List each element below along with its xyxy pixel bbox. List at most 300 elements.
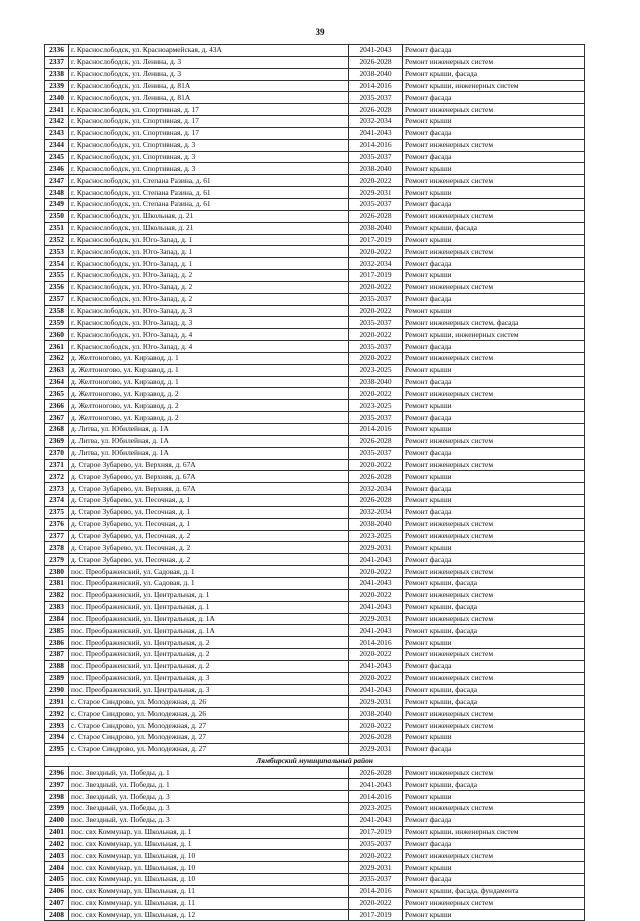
row-work-type: Ремонт крыши, инженерных систем	[403, 80, 585, 92]
row-number: 2392	[45, 708, 69, 720]
row-number: 2345	[45, 151, 69, 163]
row-number: 2393	[45, 720, 69, 732]
row-number: 2396	[45, 767, 69, 779]
row-period: 2029-2031	[349, 187, 403, 199]
row-number: 2390	[45, 684, 69, 696]
table-row	[45, 554, 585, 566]
row-number: 2385	[45, 625, 69, 637]
row-number: 2347	[45, 175, 69, 187]
row-number: 2382	[45, 589, 69, 601]
row-address: д. Литва, ул. Юбилейная, д. 1А	[69, 447, 349, 459]
row-address: пос. Преображенский, ул. Центральная, д. 2	[69, 649, 349, 661]
row-period: 2035-2037	[349, 198, 403, 210]
row-period: 2017-2019	[349, 270, 403, 282]
row-address: пос. Звездный, ул. Победы, д. 3	[69, 791, 349, 803]
row-number: 2365	[45, 388, 69, 400]
table-row	[45, 637, 585, 649]
row-work-type: Ремонт крыши	[403, 495, 585, 507]
row-period: 2014-2016	[349, 637, 403, 649]
row-period: 2035-2037	[349, 838, 403, 850]
row-period: 2038-2040	[349, 222, 403, 234]
row-number: 2357	[45, 293, 69, 305]
row-work-type: Ремонт фасада	[403, 92, 585, 104]
row-address: д. Желтоногово, ул. Кирзавод, д. 2	[69, 412, 349, 424]
row-period: 2026-2028	[349, 495, 403, 507]
table-row	[45, 388, 585, 400]
table-body	[45, 45, 585, 921]
row-work-type: Ремонт крыши	[403, 862, 585, 874]
row-number: 2370	[45, 447, 69, 459]
row-address: пос. Преображенский, ул. Центральная, д. 2	[69, 660, 349, 672]
row-period: 2035-2037	[349, 447, 403, 459]
row-address: д. Старое Зубарево, ул. Песочная, д. 2	[69, 542, 349, 554]
row-period: 2041-2043	[349, 625, 403, 637]
row-period: 2041-2043	[349, 45, 403, 57]
row-period: 2017-2019	[349, 234, 403, 246]
row-work-type: Ремонт крыши, фасада	[403, 601, 585, 613]
row-work-type: Ремонт инженерных систем	[403, 530, 585, 542]
row-address: д. Старое Зубарево, ул. Песочная, д. 1	[69, 506, 349, 518]
row-number: 2364	[45, 376, 69, 388]
row-number: 2342	[45, 116, 69, 128]
row-number: 2398	[45, 791, 69, 803]
table-row	[45, 909, 585, 921]
row-work-type: Ремонт инженерных систем	[403, 897, 585, 909]
row-number: 2351	[45, 222, 69, 234]
row-work-type: Ремонт крыши	[403, 400, 585, 412]
row-number: 2405	[45, 874, 69, 886]
row-number: 2380	[45, 566, 69, 578]
row-period: 2038-2040	[349, 376, 403, 388]
row-period: 2023-2025	[349, 803, 403, 815]
row-work-type: Ремонт крыши, фасада	[403, 577, 585, 589]
row-work-type: Ремонт крыши	[403, 270, 585, 282]
row-work-type: Ремонт фасада	[403, 412, 585, 424]
row-work-type: Ремонт инженерных систем	[403, 175, 585, 187]
table-row	[45, 613, 585, 625]
row-address: г. Краснослободск, ул. Спортивная, д. 17	[69, 116, 349, 128]
row-number: 2374	[45, 495, 69, 507]
row-work-type: Ремонт инженерных систем	[403, 139, 585, 151]
row-work-type: Ремонт инженерных систем	[403, 613, 585, 625]
row-period: 2014-2016	[349, 139, 403, 151]
row-number: 2362	[45, 352, 69, 364]
row-number: 2355	[45, 270, 69, 282]
row-address: д. Старое Зубарево, ул. Песочная, д. 2	[69, 554, 349, 566]
repair-schedule-table	[44, 44, 585, 921]
row-period: 2020-2022	[349, 305, 403, 317]
row-work-type: Ремонт фасада	[403, 506, 585, 518]
table-row	[45, 198, 585, 210]
table-row	[45, 731, 585, 743]
row-period: 2020-2022	[349, 281, 403, 293]
row-address: д. Старое Зубарево, ул. Песочная, д. 1	[69, 495, 349, 507]
table-row	[45, 341, 585, 353]
row-work-type: Ремонт инженерных систем	[403, 850, 585, 862]
row-work-type: Ремонт инженерных систем	[403, 459, 585, 471]
table-row	[45, 566, 585, 578]
table-row	[45, 281, 585, 293]
table-row	[45, 649, 585, 661]
row-period: 2029-2031	[349, 613, 403, 625]
table-row	[45, 518, 585, 530]
row-address: г. Краснослободск, ул. Юго-Запад, д. 2	[69, 293, 349, 305]
row-work-type: Ремонт фасада	[403, 483, 585, 495]
row-work-type: Ремонт фасада	[403, 660, 585, 672]
row-period: 2026-2028	[349, 767, 403, 779]
row-work-type: Ремонт крыши, инженерных систем	[403, 826, 585, 838]
row-work-type: Ремонт крыши	[403, 637, 585, 649]
section-title: Лямбирский муниципальный район	[45, 755, 585, 767]
row-period: 2035-2037	[349, 412, 403, 424]
row-period: 2041-2043	[349, 779, 403, 791]
row-period: 2017-2019	[349, 909, 403, 921]
row-work-type: Ремонт фасада	[403, 554, 585, 566]
row-period: 2041-2043	[349, 554, 403, 566]
row-address: пос. свх Коммунар, ул. Школьная, д. 1	[69, 838, 349, 850]
table-row	[45, 270, 585, 282]
row-number: 2400	[45, 814, 69, 826]
row-address: пос. Преображенский, ул. Садовая, д. 1	[69, 577, 349, 589]
row-period: 2026-2028	[349, 471, 403, 483]
row-address: с. Старое Синдрово, ул. Молодежная, д. 26	[69, 708, 349, 720]
row-work-type: Ремонт крыши, фасада	[403, 696, 585, 708]
page-number: 39	[315, 27, 325, 37]
row-number: 2339	[45, 80, 69, 92]
row-address: пос. Звездный, ул. Победы, д. 1	[69, 767, 349, 779]
row-period: 2020-2022	[349, 850, 403, 862]
row-work-type: Ремонт фасада	[403, 814, 585, 826]
table-row	[45, 530, 585, 542]
row-address: д. Желтоногово, ул. Кирзавод, д. 1	[69, 352, 349, 364]
row-period: 2020-2022	[349, 897, 403, 909]
row-period: 2014-2016	[349, 791, 403, 803]
row-number: 2338	[45, 68, 69, 80]
table-row	[45, 80, 585, 92]
row-address: пос. Преображенский, ул. Центральная, д. 2	[69, 637, 349, 649]
row-address: г. Краснослободск, ул. Школьная, д. 21	[69, 222, 349, 234]
row-period: 2020-2022	[349, 175, 403, 187]
row-work-type: Ремонт фасада	[403, 127, 585, 139]
table-row	[45, 601, 585, 613]
row-work-type: Ремонт крыши, инженерных систем	[403, 329, 585, 341]
row-address: д. Желтоногово, ул. Кирзавод, д. 1	[69, 376, 349, 388]
row-work-type: Ремонт инженерных систем	[403, 589, 585, 601]
row-period: 2023-2025	[349, 530, 403, 542]
row-address: пос. Звездный, ул. Победы, д. 3	[69, 803, 349, 815]
row-address: д. Желтоногово, ул. Кирзавод, д. 1	[69, 364, 349, 376]
row-number: 2343	[45, 127, 69, 139]
row-work-type: Ремонт крыши	[403, 187, 585, 199]
table-row	[45, 696, 585, 708]
row-number: 2394	[45, 731, 69, 743]
row-period: 2035-2037	[349, 874, 403, 886]
table-row	[45, 175, 585, 187]
row-address: с. Старое Синдрово, ул. Молодежная, д. 27	[69, 731, 349, 743]
table-row	[45, 708, 585, 720]
row-period: 2041-2043	[349, 684, 403, 696]
row-address: пос. свх Коммунар, ул. Школьная, д. 10	[69, 850, 349, 862]
row-work-type: Ремонт крыши	[403, 731, 585, 743]
row-number: 2372	[45, 471, 69, 483]
row-period: 2038-2040	[349, 163, 403, 175]
row-work-type: Ремонт крыши, фасада, фундамента	[403, 885, 585, 897]
row-work-type: Ремонт инженерных систем	[403, 388, 585, 400]
row-number: 2346	[45, 163, 69, 175]
row-address: пос. Преображенский, ул. Центральная, д. 1А	[69, 625, 349, 637]
row-work-type: Ремонт инженерных систем	[403, 518, 585, 530]
table-row	[45, 210, 585, 222]
row-period: 2014-2016	[349, 80, 403, 92]
row-address: г. Краснослободск, ул. Красноармейская, д. 43А	[69, 45, 349, 57]
row-work-type: Ремонт крыши, фасада	[403, 684, 585, 696]
row-number: 2383	[45, 601, 69, 613]
row-number: 2340	[45, 92, 69, 104]
table-row	[45, 400, 585, 412]
row-address: пос. Звездный, ул. Победы, д. 3	[69, 814, 349, 826]
table-row	[45, 779, 585, 791]
row-number: 2358	[45, 305, 69, 317]
row-work-type: Ремонт инженерных систем	[403, 649, 585, 661]
row-address: г. Краснослободск, ул. Спортивная, д. 3	[69, 151, 349, 163]
row-address: пос. Преображенский, ул. Центральная, д. 1А	[69, 613, 349, 625]
row-address: с. Старое Синдрово, ул. Молодежная, д. 27	[69, 720, 349, 732]
row-address: д. Желтоногово, ул. Кирзавод, д. 2	[69, 388, 349, 400]
row-number: 2401	[45, 826, 69, 838]
row-period: 2041-2043	[349, 660, 403, 672]
row-period: 2026-2028	[349, 731, 403, 743]
row-number: 2359	[45, 317, 69, 329]
row-address: г. Краснослободск, ул. Юго-Запад, д. 4	[69, 329, 349, 341]
row-number: 2376	[45, 518, 69, 530]
table-row	[45, 506, 585, 518]
table-row	[45, 364, 585, 376]
table-row	[45, 293, 585, 305]
table-row	[45, 495, 585, 507]
row-work-type: Ремонт крыши, фасада	[403, 68, 585, 80]
row-address: пос. свх Коммунар, ул. Школьная, д. 10	[69, 874, 349, 886]
row-work-type: Ремонт инженерных систем	[403, 672, 585, 684]
row-period: 2038-2040	[349, 68, 403, 80]
row-period: 2041-2043	[349, 601, 403, 613]
row-work-type: Ремонт фасада	[403, 743, 585, 755]
row-number: 2349	[45, 198, 69, 210]
row-period: 2020-2022	[349, 649, 403, 661]
table-row	[45, 317, 585, 329]
table-row	[45, 246, 585, 258]
table-row	[45, 803, 585, 815]
row-address: пос. Преображенский, ул. Центральная, д. 1	[69, 589, 349, 601]
table-row	[45, 412, 585, 424]
row-work-type: Ремонт инженерных систем	[403, 246, 585, 258]
row-period: 2026-2028	[349, 104, 403, 116]
row-address: д. Литва, ул. Юбилейная, д. 1А	[69, 435, 349, 447]
row-work-type: Ремонт инженерных систем	[403, 435, 585, 447]
table-row	[45, 258, 585, 270]
row-period: 2017-2019	[349, 826, 403, 838]
row-address: пос. Преображенский, ул. Садовая, д. 1	[69, 566, 349, 578]
row-period: 2023-2025	[349, 364, 403, 376]
row-number: 2387	[45, 649, 69, 661]
row-address: г. Краснослободск, ул. Спортивная, д. 17	[69, 127, 349, 139]
table-row	[45, 743, 585, 755]
row-period: 2035-2037	[349, 293, 403, 305]
table-row	[45, 826, 585, 838]
row-address: г. Краснослободск, ул. Степана Разина, д. 61	[69, 175, 349, 187]
row-number: 2337	[45, 56, 69, 68]
row-period: 2026-2028	[349, 210, 403, 222]
row-work-type: Ремонт инженерных систем	[403, 708, 585, 720]
table-row	[45, 45, 585, 57]
row-number: 2354	[45, 258, 69, 270]
row-number: 2399	[45, 803, 69, 815]
table-row	[45, 672, 585, 684]
row-work-type: Ремонт инженерных систем	[403, 720, 585, 732]
row-address: г. Краснослободск, ул. Юго-Запад, д. 2	[69, 270, 349, 282]
row-address: пос. свх Коммунар, ул. Школьная, д. 10	[69, 862, 349, 874]
row-work-type: Ремонт фасада	[403, 258, 585, 270]
row-period: 2029-2031	[349, 743, 403, 755]
row-work-type: Ремонт инженерных систем	[403, 767, 585, 779]
row-work-type: Ремонт инженерных систем	[403, 566, 585, 578]
row-address: г. Краснослободск, ул. Юго-Запад, д. 1	[69, 234, 349, 246]
row-address: г. Краснослободск, ул. Юго-Запад, д. 4	[69, 341, 349, 353]
row-address: пос. свх Коммунар, ул. Школьная, д. 11	[69, 897, 349, 909]
row-address: пос. Звездный, ул. Победы, д. 1	[69, 779, 349, 791]
table-row	[45, 577, 585, 589]
row-number: 2373	[45, 483, 69, 495]
row-work-type: Ремонт крыши	[403, 909, 585, 921]
row-work-type: Ремонт фасада	[403, 45, 585, 57]
row-work-type: Ремонт фасада	[403, 151, 585, 163]
row-address: д. Желтоногово, ул. Кирзавод, д. 2	[69, 400, 349, 412]
table-row	[45, 874, 585, 886]
row-number: 2395	[45, 743, 69, 755]
table-row	[45, 435, 585, 447]
row-number: 2406	[45, 885, 69, 897]
row-number: 2377	[45, 530, 69, 542]
row-address: г. Краснослободск, ул. Ленина, д. 3	[69, 56, 349, 68]
table-row	[45, 483, 585, 495]
row-work-type: Ремонт крыши	[403, 234, 585, 246]
row-number: 2360	[45, 329, 69, 341]
row-address: д. Старое Зубарево, ул. Верхняя, д. 67А	[69, 471, 349, 483]
row-address: г. Краснослободск, ул. Юго-Запад, д. 1	[69, 258, 349, 270]
table-row	[45, 352, 585, 364]
section-row	[45, 755, 585, 767]
row-period: 2029-2031	[349, 696, 403, 708]
table-row	[45, 542, 585, 554]
table-row	[45, 684, 585, 696]
row-number: 2408	[45, 909, 69, 921]
table-row	[45, 838, 585, 850]
table-row	[45, 589, 585, 601]
row-address: г. Краснослободск, ул. Ленина, д. 81А	[69, 92, 349, 104]
table-row	[45, 104, 585, 116]
row-address: пос. свх Коммунар, ул. Школьная, д. 12	[69, 909, 349, 921]
row-address: д. Старое Зубарево, ул. Песочная, д. 2	[69, 530, 349, 542]
row-period: 2038-2040	[349, 518, 403, 530]
table-row	[45, 885, 585, 897]
row-period: 2020-2022	[349, 246, 403, 258]
row-work-type: Ремонт инженерных систем	[403, 104, 585, 116]
row-period: 2020-2022	[349, 352, 403, 364]
row-address: г. Краснослободск, ул. Спортивная, д. 17	[69, 104, 349, 116]
row-period: 2041-2043	[349, 577, 403, 589]
table-row	[45, 814, 585, 826]
row-work-type: Ремонт крыши	[403, 163, 585, 175]
table-row	[45, 68, 585, 80]
row-number: 2397	[45, 779, 69, 791]
table-row	[45, 850, 585, 862]
row-number: 2369	[45, 435, 69, 447]
row-period: 2032-2034	[349, 483, 403, 495]
row-address: г. Краснослободск, ул. Степана Разина, д. 61	[69, 187, 349, 199]
row-work-type: Ремонт крыши	[403, 471, 585, 483]
row-work-type: Ремонт крыши	[403, 424, 585, 436]
table-row	[45, 305, 585, 317]
row-address: пос. Преображенский, ул. Центральная, д. 1	[69, 601, 349, 613]
row-address: г. Краснослободск, ул. Юго-Запад, д. 3	[69, 317, 349, 329]
row-work-type: Ремонт крыши	[403, 116, 585, 128]
row-period: 2041-2043	[349, 127, 403, 139]
table-row	[45, 625, 585, 637]
row-number: 2378	[45, 542, 69, 554]
row-number: 2350	[45, 210, 69, 222]
row-period: 2014-2016	[349, 424, 403, 436]
row-address: г. Краснослободск, ул. Степана Разина, д. 61	[69, 198, 349, 210]
table-row	[45, 471, 585, 483]
row-address: пос. Преображенский, ул. Центральная, д. 3	[69, 684, 349, 696]
row-period: 2020-2022	[349, 720, 403, 732]
row-period: 2038-2040	[349, 708, 403, 720]
row-number: 2356	[45, 281, 69, 293]
row-address: г. Краснослободск, ул. Юго-Запад, д. 3	[69, 305, 349, 317]
row-number: 2391	[45, 696, 69, 708]
row-work-type: Ремонт фасада	[403, 198, 585, 210]
row-work-type: Ремонт инженерных систем, фасада	[403, 317, 585, 329]
row-period: 2020-2022	[349, 589, 403, 601]
row-address: г. Краснослободск, ул. Юго-Запад, д. 1	[69, 246, 349, 258]
row-period: 2014-2016	[349, 885, 403, 897]
table-row	[45, 447, 585, 459]
row-number: 2336	[45, 45, 69, 57]
table-row	[45, 459, 585, 471]
row-address: д. Литва, ул. Юбилейная, д. 1А	[69, 424, 349, 436]
row-work-type: Ремонт инженерных систем	[403, 281, 585, 293]
row-period: 2035-2037	[349, 92, 403, 104]
row-work-type: Ремонт инженерных систем	[403, 56, 585, 68]
row-period: 2020-2022	[349, 459, 403, 471]
row-number: 2341	[45, 104, 69, 116]
row-work-type: Ремонт фасада	[403, 874, 585, 886]
table-row	[45, 791, 585, 803]
row-period: 2029-2031	[349, 862, 403, 874]
table-row	[45, 222, 585, 234]
row-period: 2035-2037	[349, 151, 403, 163]
row-number: 2344	[45, 139, 69, 151]
row-address: г. Краснослободск, ул. Юго-Запад, д. 2	[69, 281, 349, 293]
row-period: 2041-2043	[349, 814, 403, 826]
row-number: 2375	[45, 506, 69, 518]
row-work-type: Ремонт крыши, фасада	[403, 625, 585, 637]
row-period: 2026-2028	[349, 56, 403, 68]
row-work-type: Ремонт фасада	[403, 293, 585, 305]
row-period: 2032-2034	[349, 116, 403, 128]
row-address: д. Старое Зубарево, ул. Песочная, д. 1	[69, 518, 349, 530]
table-row	[45, 376, 585, 388]
row-work-type: Ремонт фасада	[403, 376, 585, 388]
